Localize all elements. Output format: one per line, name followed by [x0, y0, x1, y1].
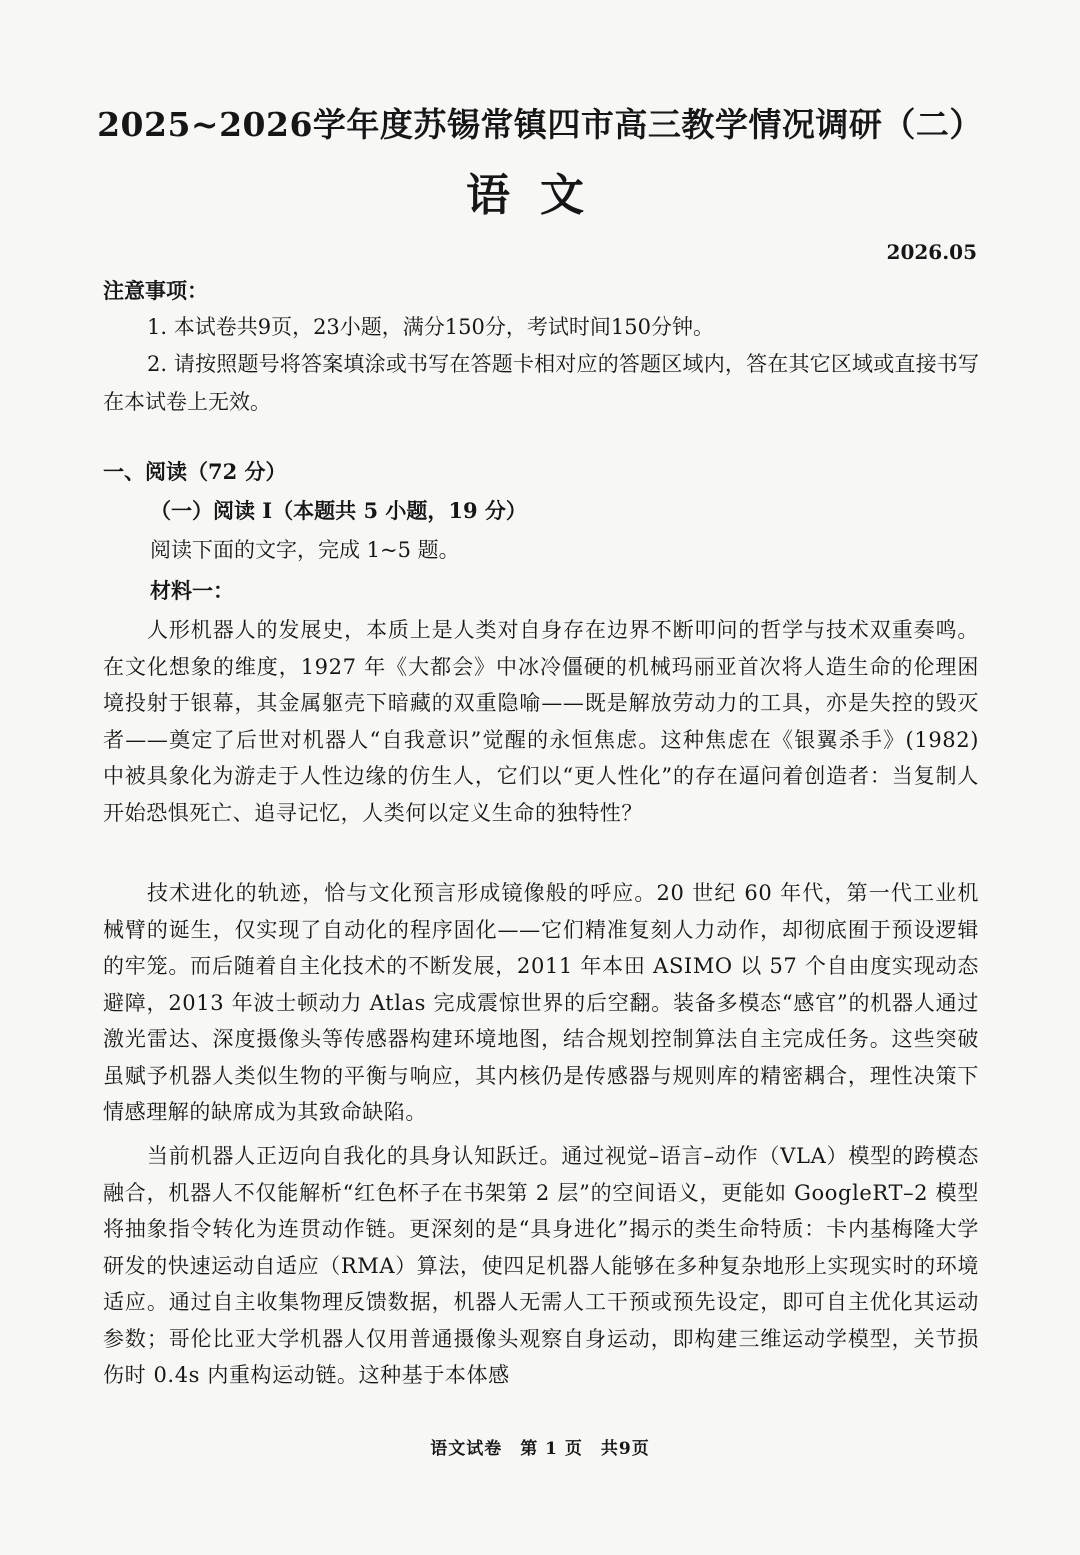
section-heading: 一、阅读（72 分） — [103, 459, 287, 484]
notice-item-1: 1. 本试卷共9页，23小题，满分150分，考试时间150分钟。 — [147, 315, 714, 339]
reading-instruction: 阅读下面的文字，完成 1~5 题。 — [150, 538, 460, 562]
paragraph-2: 技术进化的轨迹，恰与文化预言形成镜像般的呼应。20 世纪 60 年代，第一代工业机械臂的诞生，仅实现了自动化的程序固化——它们精准复刻人力动作，却彻底囿于预设逻辑的牢笼。而后随着自主化技术的不断发展，2011 年本田 ASIMO 以 57 个自由度实现动态避障，2013 年波士顿动力 Atlas 完成震惊世界的后空翻。装备多模态“感官”的机器人通过激光雷达、深度摄像头等传感器构建环境地图，结合规划控制算法自主完成任务。这些突破虽赋予机器人类似生物的平衡与响应，其内核仍是传感器与规则库的精密耦合，理性决策下情感理解的缺席成为其致命缺陷。 — [103, 881, 979, 1124]
page-footer: 语文试卷 第 1 页 共9页 — [430, 1439, 650, 1459]
subsection-heading: （一）阅读 I（本题共 5 小题，19 分） — [150, 498, 527, 523]
notice-heading: 注意事项： — [103, 278, 208, 303]
material-label: 材料一： — [150, 578, 234, 603]
paragraph-3: 当前机器人正迈向自我化的具身认知跃迁。通过视觉–语言–动作（VLA）模型的跨模态融合，机器人不仅能解析“红色杯子在书架第 2 层”的空间语义，更能如 GoogleRT–2 模型将抽象指令转化为连贯动作链。更深刻的是“具身进化”揭示的类生命特质：卡内基梅隆大学研发的快速运动自适应（RMA）算法，使四足机器人能够在多种复杂地形上实现实时的环境适应。通过自主收集物理反馈数据，机器人无需人工干预或预先设定，即可自主优化其运动参数；哥伦比亚大学机器人仅用普通摄像头观察自身运动，即构建三维运动学模型，关节损伤时 0.4s 内重构运动链。这种基于本体感 — [103, 1144, 979, 1387]
paragraph-1: 人形机器人的发展史，本质上是人类对自身存在边界不断叩问的哲学与技术双重奏鸣。在文化想象的维度，1927 年《大都会》中冰冷僵硬的机械玛丽亚首次将人造生命的伦理困境投射于银幕，其金属躯壳下暗藏的双重隐喻——既是解放劳动力的工具，亦是失控的毁灭者——奠定了后世对机器人“自我意识”觉醒的永恒焦虑。这种焦虑在《银翼杀手》(1982) 中被具象化为游走于人性边缘的仿生人，它们以“更人性化”的存在逼问着创造者：当复制人开始恐惧死亡、追寻记忆，人类何以定义生命的独特性？ — [103, 618, 979, 825]
exam-title: 2025~2026学年度苏锡常镇四市高三教学情况调研（二） — [97, 105, 983, 144]
subject-title: 语文 — [466, 170, 614, 221]
exam-date: 2026.05 — [886, 240, 977, 264]
notice-item-2: 2. 请按照题号将答案填涂或书写在答题卡相对应的答题区域内，答在其它区域或直接书写在本试卷上无效。 — [103, 352, 979, 414]
